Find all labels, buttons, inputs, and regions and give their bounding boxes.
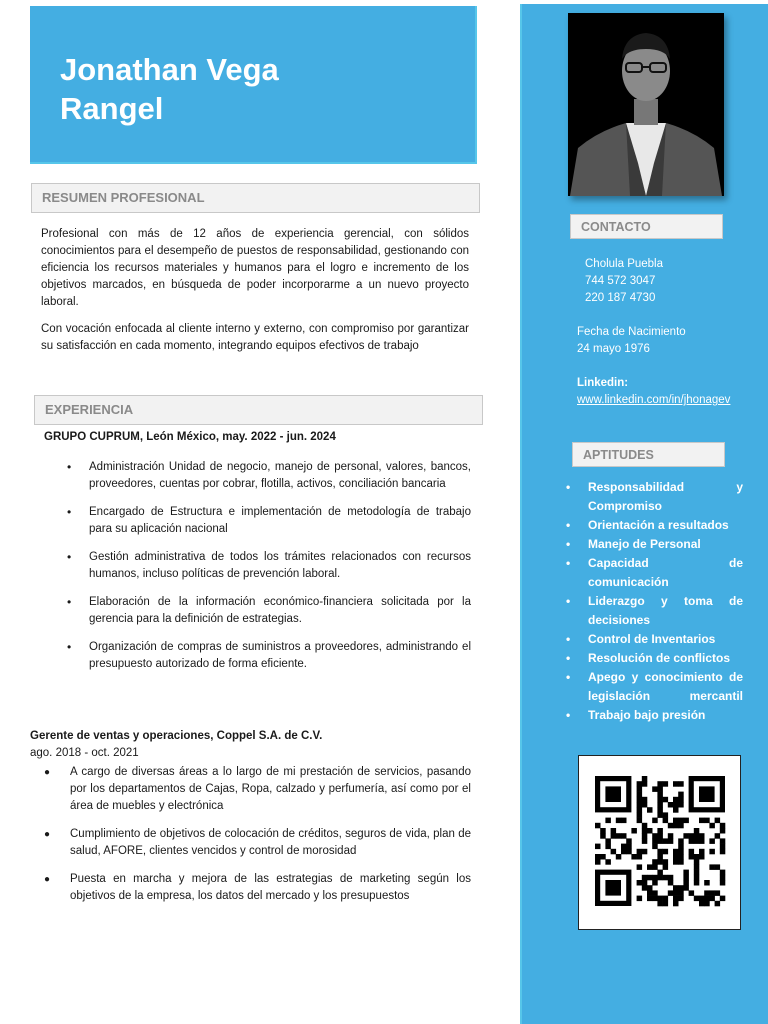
- list-item: ● Puesta en marcha y mejora de las estrategias de marketing según los objetivos de la empresa, los datos del mercado y los presupuestos: [70, 871, 471, 905]
- person-silhouette-icon: [568, 13, 724, 196]
- contact-city: Cholula Puebla: [585, 258, 664, 270]
- list-item: • Gestión administrativa de todos los trámites relacionados con recursos humanos, incluso políticas de prevención laboral.: [89, 549, 471, 583]
- job-2-duties: [70, 764, 471, 905]
- summary-paragraph-1: Profesional con más de 12 años de experiencia gerencial, con sólidos conocimientos para el desempeño de puestos de responsabilidad, gestionando con eficiencia los recursos materiales y humanos para el logro e incremento de los objetivos marcados, en búsqueda de poder incorporarme a un nuevo proyecto laboral.: [41, 228, 469, 308]
- skill-item: • Resolución de conflictos: [588, 649, 743, 668]
- contact-phone-1[interactable]: 744 572 3047: [585, 275, 656, 287]
- qr-code[interactable]: [578, 755, 741, 930]
- list-item: ● A cargo de diversas áreas a lo largo de mi prestación de servicios, pasando por los departamentos de Cajas, Ropa, calzado y perfumería, así como por el área de muebles y electrónica: [70, 764, 471, 815]
- qr-code-icon: [579, 756, 740, 929]
- list-item: ● Cumplimiento de objetivos de colocación de créditos, seguros de vida, plan de salud, AFORE, clientes vencidos y control de morosidad: [70, 826, 471, 860]
- list-item: • Administración Unidad de negocio, manejo de personal, valores, bancos, proveedores, cuentas por cobrar, flotilla, activos, conciliación bancaria: [89, 459, 471, 493]
- job-1-title: GRUPO CUPRUM, León México, may. 2022 - jun. 2024: [44, 431, 336, 443]
- full-name: [60, 50, 279, 128]
- summary-paragraph-2: Con vocación enfocada al cliente interno y externo, con compromiso por garantizar su satisfacción en cada momento, integrando equipos efectivos de trabajo: [41, 323, 469, 352]
- skill-item: • Manejo de Personal: [588, 535, 743, 554]
- experience-heading: EXPERIENCIA: [34, 395, 483, 425]
- profile-photo: [568, 13, 724, 196]
- skill-item: • Control de Inventarios: [588, 630, 743, 649]
- skill-item: • Responsabilidad y Compromiso: [588, 478, 743, 516]
- skill-item: • Trabajo bajo presión: [588, 706, 743, 725]
- list-item: • Organización de compras de suministros a proveedores, administrando el presupuesto autorizado de forma eficiente.: [89, 639, 471, 673]
- skills-heading: APTITUDES: [572, 442, 725, 467]
- birth-label: Fecha de Nacimiento: [577, 326, 686, 338]
- skill-item: • Liderazgo y toma de decisiones: [588, 592, 743, 630]
- contact-phone-2[interactable]: 220 187 4730: [585, 292, 656, 304]
- contact-heading: CONTACTO: [570, 214, 723, 239]
- name-line-2: Rangel: [60, 91, 164, 126]
- skill-item: • Orientación a resultados: [588, 516, 743, 535]
- job-1-duties: [89, 459, 471, 673]
- birth-date: 24 mayo 1976: [577, 343, 650, 355]
- skill-item: • Capacidad de comunicación: [588, 554, 743, 592]
- linkedin-link[interactable]: www.linkedin.com/in/jhonagev: [577, 394, 731, 406]
- summary-heading: RESUMEN PROFESIONAL: [31, 183, 480, 213]
- name-line-1: Jonathan Vega: [60, 52, 279, 87]
- list-item: • Elaboración de la información económico-financiera solicitada por la gerencia para la definición de estrategias.: [89, 594, 471, 628]
- linkedin-label: Linkedin:: [577, 377, 629, 389]
- skill-item: • Apego y conocimiento de legislación mercantil: [588, 668, 743, 706]
- job-2-dates: ago. 2018 - oct. 2021: [30, 747, 139, 759]
- name-banner: [30, 6, 477, 164]
- list-item: • Encargado de Estructura e implementación de metodología de trabajo para su aplicación nacional: [89, 504, 471, 538]
- skills-list: [588, 478, 743, 725]
- job-2-title: Gerente de ventas y operaciones, Coppel S.A. de C.V.: [30, 730, 323, 742]
